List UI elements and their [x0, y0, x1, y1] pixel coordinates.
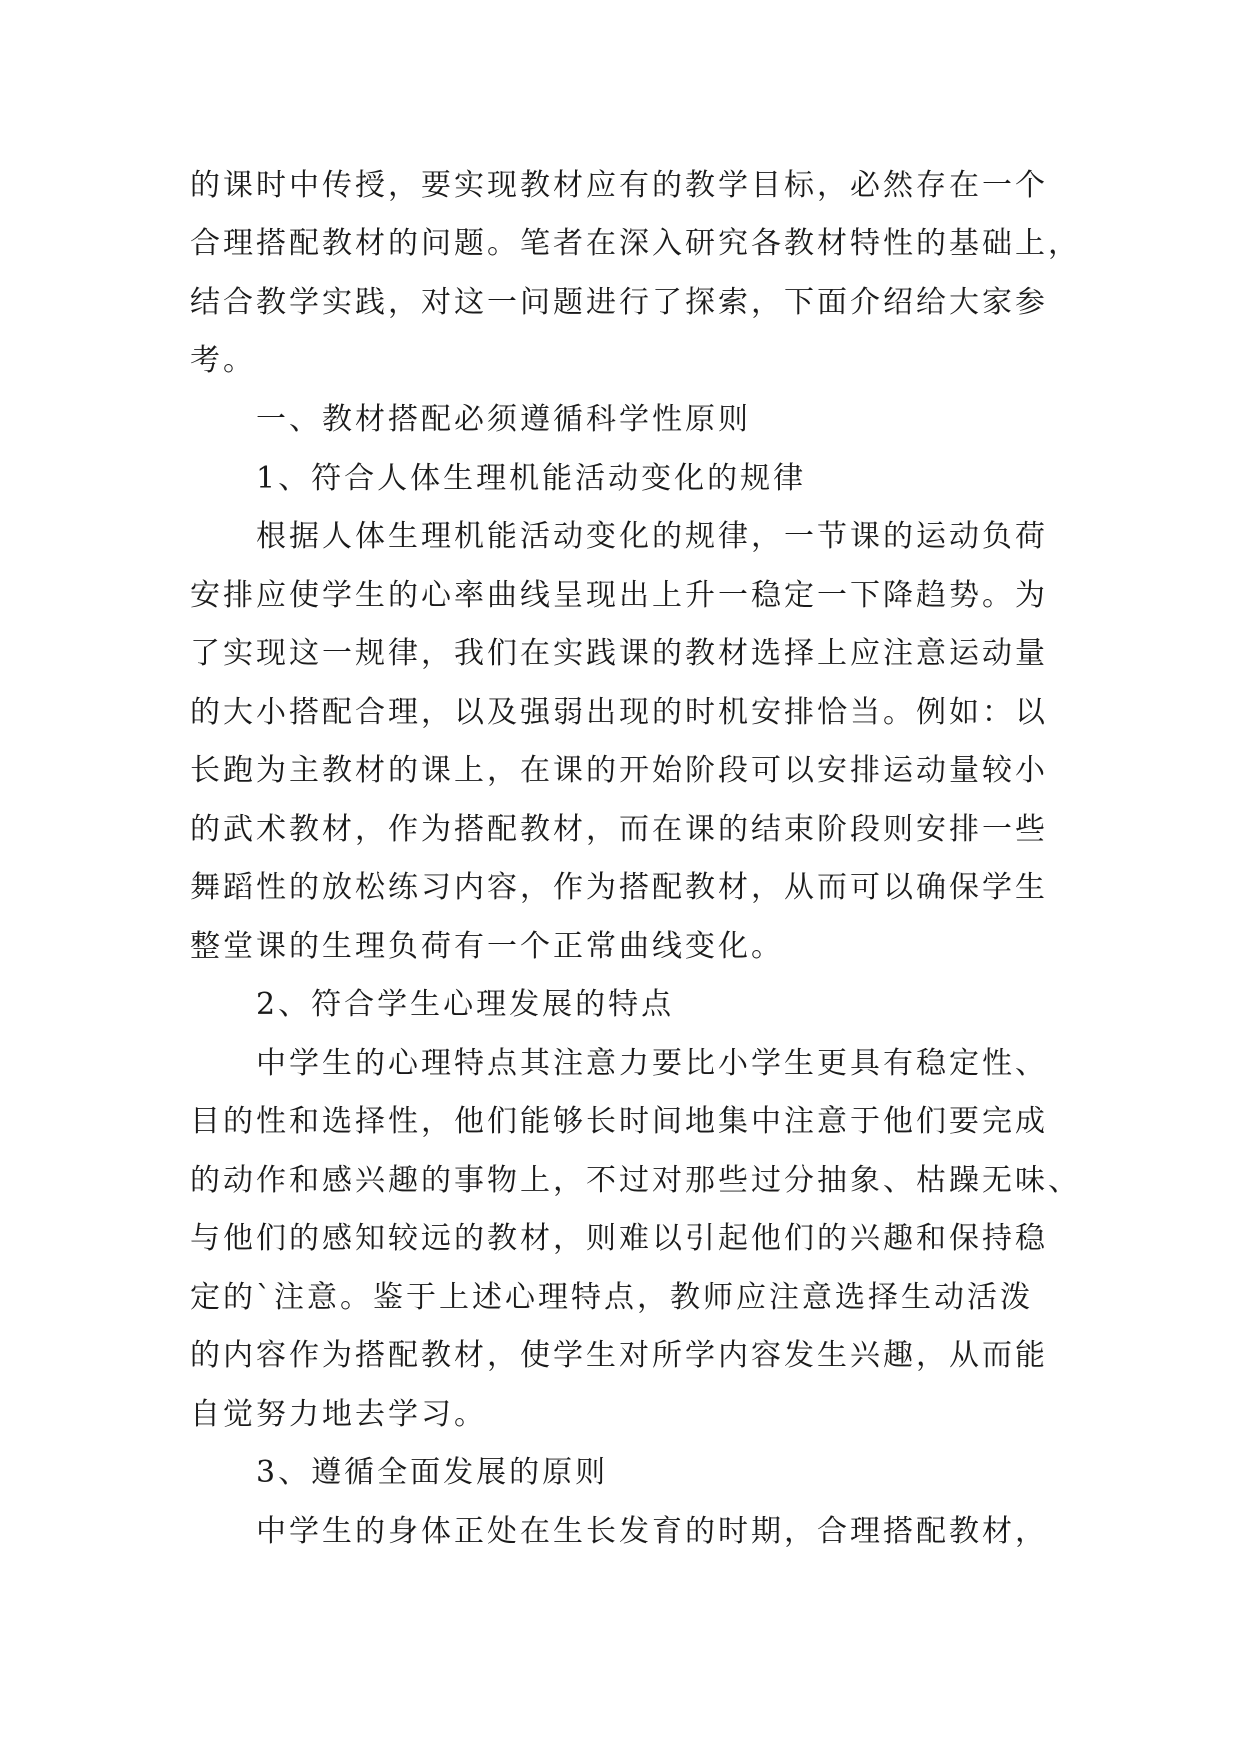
- text-line: 考。: [190, 343, 256, 378]
- text-line: 舞蹈性的放松练习内容，作为搭配教材，从而可以确保学生: [190, 870, 1048, 905]
- text-line: 合理搭配教材的问题。笔者在深入研究各教材特性的基础上，: [190, 226, 1081, 261]
- text-line: 目的性和选择性，他们能够长时间地集中注意于他们要完成: [190, 1104, 1048, 1139]
- text-line: 的课时中传授，要实现教材应有的教学目标，必然存在一个: [190, 168, 1048, 203]
- subsection-heading: 1、符合人体生理机能活动变化的规律: [256, 461, 807, 496]
- text-line: 的武术教材，作为搭配教材，而在课的结束阶段则安排一些: [190, 812, 1048, 847]
- text-line: 根据人体生理机能活动变化的规律，一节课的运动负荷: [256, 519, 1048, 554]
- text-line: 的内容作为搭配教材，使学生对所学内容发生兴趣，从而能: [190, 1338, 1048, 1373]
- text-line: 整堂课的生理负荷有一个正常曲线变化。: [190, 929, 784, 964]
- text-line: 自觉努力地去学习。: [190, 1397, 487, 1432]
- text-line: 安排应使学生的心率曲线呈现出上升一稳定一下降趋势。为: [190, 578, 1048, 613]
- subsection-heading: 3、遵循全面发展的原则: [256, 1455, 609, 1490]
- section-heading: 一、教材搭配必须遵循科学性原则: [256, 402, 751, 437]
- text-line: 的动作和感兴趣的事物上，不过对那些过分抽象、枯躁无味、: [190, 1163, 1081, 1198]
- text-line: 定的`注意。鉴于上述心理特点，教师应注意选择生动活泼: [190, 1280, 1033, 1315]
- text-line: 与他们的感知较远的教材，则难以引起他们的兴趣和保持稳: [190, 1221, 1048, 1256]
- text-line: 长跑为主教材的课上，在课的开始阶段可以安排运动量较小: [190, 753, 1048, 788]
- subsection-heading: 2、符合学生心理发展的特点: [256, 987, 675, 1022]
- text-line: 的大小搭配合理，以及强弱出现的时机安排恰当。例如：以: [190, 695, 1048, 730]
- text-line: 结合教学实践，对这一问题进行了探索，下面介绍给大家参: [190, 285, 1048, 320]
- text-line: 了实现这一规律，我们在实践课的教材选择上应注意运动量: [190, 636, 1048, 671]
- text-line: 中学生的心理特点其注意力要比小学生更具有稳定性、: [256, 1046, 1048, 1081]
- text-line: 中学生的身体正处在生长发育的时期，合理搭配教材，: [256, 1514, 1048, 1549]
